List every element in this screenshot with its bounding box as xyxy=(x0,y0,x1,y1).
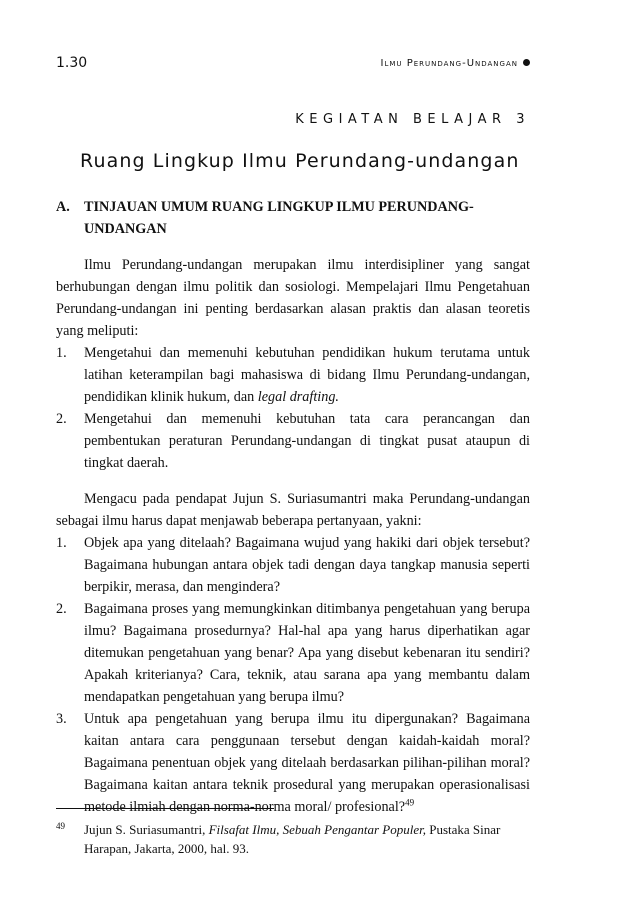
list-text xyxy=(84,342,530,408)
list-text: Bagaimana proses yang memungkinkan ditimbanya pengetahuan yang berupa ilmu? Bagaimana prosedurnya? Hal-hal apa yang harus diperhatikan agar ditemukan pengetahuan yang benar? Apa yang disebut kebenaran itu sendiri? Apakah kriterianya? Cara, teknik, atau sarana apa yang membantu dalam mendapatkan pengetahuan yang berupa ilmu? xyxy=(84,601,530,705)
section-title: TINJAUAN UMUM RUANG LINGKUP ILMU PERUNDANG-UNDANGAN xyxy=(84,199,474,237)
footnote-text xyxy=(84,820,530,858)
list-number: 2. xyxy=(56,411,67,427)
running-header xyxy=(56,55,530,75)
section-label: A. xyxy=(56,199,70,215)
list-item xyxy=(56,708,530,818)
footnote xyxy=(56,820,530,858)
list-number: 3. xyxy=(56,711,67,727)
footnote-author: Jujun S. Suriasumantri, xyxy=(84,822,209,837)
list-item xyxy=(56,342,530,408)
list-text-plain: Untuk apa pengetahuan yang berupa ilmu itu dipergunakan? Bagaimana kaitan antara cara penggunaan tersebut dengan kaidah-kaidah moral? Bagaimana penentuan objek yang ditelaah berdasarkan pilihan-pilihan moral? Bagaimana kaitan antara teknik prosedural yang merupakan operasionalisasi metode ilmiah dengan norma-norma moral/ profesional? xyxy=(84,711,530,815)
section-heading xyxy=(56,196,530,240)
running-title: Ilmu Perundang-Undangan xyxy=(380,58,518,69)
list-number: 2. xyxy=(56,601,67,617)
list-text-italic: legal drafting. xyxy=(257,389,339,405)
footnote-divider xyxy=(56,808,274,809)
list-item xyxy=(56,598,530,708)
paragraph: Ilmu Perundang-undangan merupakan ilmu interdisipliner yang sangat berhubungan dengan ilmu politik dan sosiologi. Mempelajari Ilmu Pengetahuan Perundang-undangan ini penting berdasarkan alasan praktis dan alasan teoretis yang meliputi: xyxy=(56,257,530,339)
list-text xyxy=(84,708,530,818)
page-number: 1.30 xyxy=(56,55,88,71)
footnote-reference: 49 xyxy=(405,797,415,808)
spacer xyxy=(56,240,530,254)
footnote-title: Filsafat Ilmu, Sebuah Pengantar Populer, xyxy=(208,822,426,837)
list-number: 1. xyxy=(56,345,67,361)
chapter-title: Ruang Lingkup Ilmu Perundang-undangan xyxy=(80,150,520,172)
activity-label: KEGIATAN BELAJAR 3 xyxy=(295,112,530,127)
body-text xyxy=(56,196,530,818)
list-text: Mengetahui dan memenuhi kebutuhan tata cara perancangan dan pembentukan peraturan Perundang-undangan di tingkat pusat ataupun di tingkat daerah. xyxy=(84,411,530,471)
footnote-publisher: Pustaka Sinar Harapan, Jakarta, 2000, hal. 93. xyxy=(84,822,501,856)
list-number: 1. xyxy=(56,535,67,551)
spacer xyxy=(56,474,530,488)
bullet-icon xyxy=(523,59,530,66)
list-text: Objek apa yang ditelaah? Bagaimana wujud yang hakiki dari objek tersebut? Bagaimana hubungan antara objek tadi dengan daya tangkap manusia seperti berpikir, merasa, dan mengindera? xyxy=(84,535,530,595)
list-text-plain: Mengetahui dan memenuhi kebutuhan pendidikan hukum terutama untuk latihan keterampilan bagi mahasiswa di bidang Ilmu Perundang-undangan, pendidikan klinik hukum, dan xyxy=(84,345,530,405)
list-item xyxy=(56,532,530,598)
footnote-number: 49 xyxy=(56,821,65,831)
list-item xyxy=(56,408,530,474)
paragraph: Mengacu pada pendapat Jujun S. Suriasumantri maka Perundang-undangan sebagai ilmu harus dapat menjawab beberapa pertanyaan, yakni: xyxy=(56,491,530,529)
